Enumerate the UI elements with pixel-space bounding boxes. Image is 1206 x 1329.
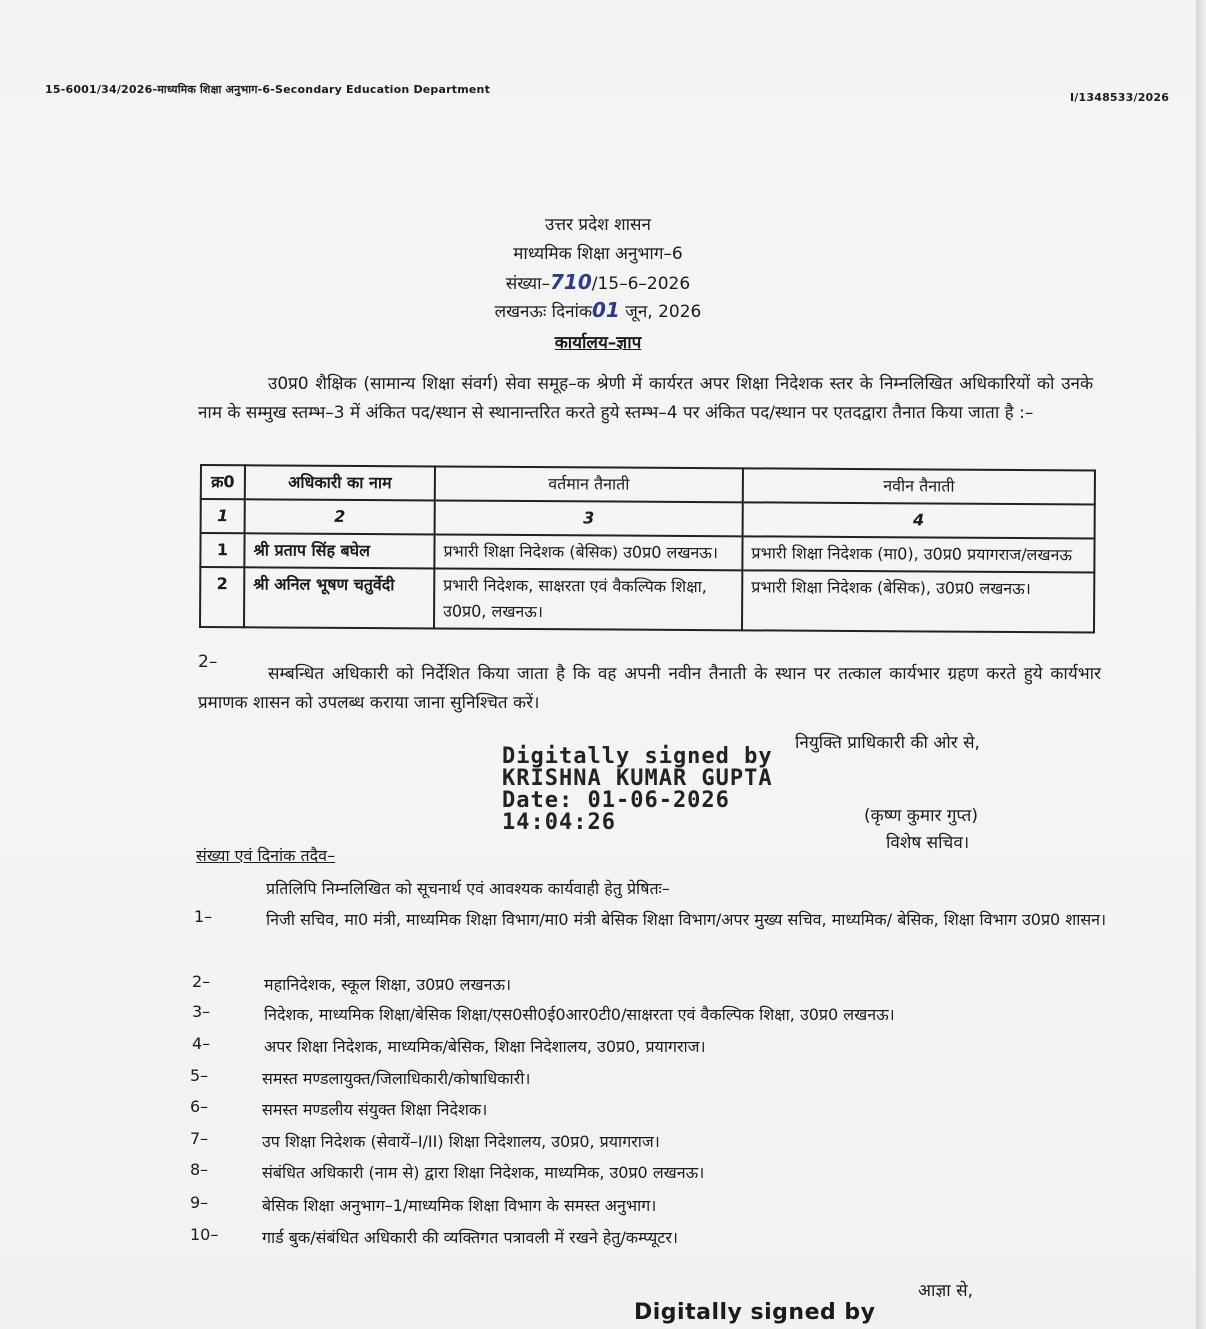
order-date-prefix: लखनऊः दिनांक	[494, 302, 592, 322]
column-number: 2	[245, 499, 435, 534]
item-text: निदेशक, माध्यमिक शिक्षा/बेसिक शिक्षा/एस0सी0ई0आर0टी0/साक्षरता एवं वैकल्पिक शिक्षा, उ0प्र0 लखनऊ।	[264, 1005, 895, 1024]
header-new-posting: नवीन तैनाती	[743, 468, 1095, 504]
order-date	[0, 298, 1196, 322]
column-number: 3	[435, 500, 743, 536]
column-number: 1	[201, 499, 245, 533]
digital-signature-stamp	[502, 746, 773, 834]
item-number: 6–	[190, 1097, 209, 1116]
item-text: महानिदेशक, स्कूल शिक्षा, उ0प्र0 लखनऊ।	[264, 975, 512, 994]
table-row	[200, 533, 1094, 572]
item-number: 2–	[192, 972, 211, 991]
item-text: निजी सचिव, मा0 मंत्री, माध्यमिक शिक्षा विभाग/मा0 मंत्री बेसिक शिक्षा विभाग/अपर मुख्य सचिव, माध्यमिक/ बेसिक, शिक्षा विभाग उ0प्र0 शासन।	[266, 910, 1107, 929]
closing-order-text: आज्ञा से,	[918, 1281, 973, 1301]
list-item	[194, 907, 1114, 959]
para2-text: सम्बन्धित अधिकारी को निर्देशित किया जाता है कि वह अपनी नवीन तैनाती के स्थान पर तत्काल कार्यभार ग्रहण करते हुये कार्यभार प्रमाणक शासन को उपलब्ध कराया जाना सुनिश्चित करें।	[198, 664, 1101, 713]
item-text: उप शिक्षा निदेशक (सेवायें–I/II) शिक्षा निदेशालय, उ0प्र0, प्रयागराज।	[262, 1132, 660, 1151]
receipt-number: I/1348533/2026	[1070, 91, 1170, 104]
row-serial: 1	[200, 533, 244, 567]
item-text: समस्त मण्डलायुक्त/जिलाधिकारी/कोषाधिकारी।	[262, 1069, 531, 1088]
transfer-table	[199, 464, 1096, 633]
order-number	[0, 270, 1196, 294]
signatory-designation: विशेष सचिव।	[886, 833, 970, 853]
signatory-name: (कृष्ण कुमार गुप्त)	[864, 806, 978, 826]
copy-intro: प्रतिलिपि निम्नलिखित को सूचनार्थ एवं आवश्यक कार्यवाही हेतु प्रेषितः–	[266, 879, 670, 898]
item-text: गार्ड बुक/संबंधित अधिकारी की व्यक्तिगत पत्रावली में रखने हेतु/कम्प्यूटर।	[262, 1228, 678, 1247]
item-number: 9–	[190, 1193, 209, 1212]
table-header-row	[201, 465, 1095, 504]
header-officer-name: अधिकारी का नाम	[245, 465, 435, 500]
item-number: 8–	[190, 1160, 209, 1179]
handwritten-order-number: 710	[550, 270, 592, 294]
para2-number: 2–	[198, 652, 218, 672]
row-new-posting: प्रभारी शिक्षा निदेशक (मा0), उ0प्र0 प्रयागराज/लखनऊ	[742, 536, 1094, 572]
page-edge	[1196, 0, 1206, 1329]
row-current-posting: प्रभारी शिक्षा निदेशक (बेसिक) उ0प्र0 लखनऊ।	[434, 534, 742, 570]
item-number: 10–	[190, 1225, 219, 1244]
handwritten-date: 01	[592, 298, 620, 322]
signature-date: Date: 01-06-2026	[502, 788, 730, 813]
item-number: 5–	[190, 1066, 209, 1085]
government-title: उत्तर प्रदेश शासन	[545, 215, 651, 235]
column-number: 4	[743, 502, 1095, 538]
table-column-number-row	[201, 499, 1095, 538]
row-officer-name: श्री अनिल भूषण चतुर्वेदी	[244, 567, 434, 628]
copy-reference: संख्या एवं दिनांक तदैव–	[196, 846, 336, 865]
item-number: 7–	[190, 1129, 209, 1148]
row-new-posting: प्रभारी शिक्षा निदेशक (बेसिक), उ0प्र0 लखनऊ।	[742, 570, 1094, 632]
signature-line: Digitally signed by	[502, 744, 773, 769]
item-number: 1–	[194, 907, 213, 926]
memo-title: कार्यालय–ज्ञाप	[554, 333, 642, 353]
order-number-suffix: /15–6–2026	[591, 274, 691, 294]
row-officer-name: श्री प्रताप सिंह बघेल	[244, 533, 434, 568]
footer-digital-signature: Digitally signed by	[634, 1300, 876, 1325]
row-serial: 2	[200, 567, 244, 627]
file-reference: 15-6001/34/2026-माध्यमिक शिक्षा अनुभाग-6-Secondary Education Department	[45, 83, 491, 96]
order-number-prefix: संख्या–	[505, 274, 550, 294]
section-title: माध्यमिक शिक्षा अनुभाग–6	[513, 244, 683, 264]
item-number: 3–	[192, 1002, 211, 1021]
item-text: संबंधित अधिकारी (नाम से) द्वारा शिक्षा निदेशक, माध्यमिक, उ0प्र0 लखनऊ।	[262, 1163, 705, 1182]
header-current-posting: वर्तमान तैनाती	[435, 466, 743, 502]
item-number: 4–	[192, 1034, 211, 1053]
item-text: अपर शिक्षा निदेशक, माध्यमिक/बेसिक, शिक्षा निदेशालय, उ0प्र0, प्रयागराज।	[264, 1037, 706, 1056]
header-serial: क्र0	[201, 465, 245, 499]
order-date-suffix: जून, 2026	[625, 302, 702, 322]
intro-paragraph: उ0प्र0 शैक्षिक (सामान्य शिक्षा संवर्ग) सेवा समूह–क श्रेणी में कार्यरत अपर शिक्षा निदेशक स्तर के निम्नलिखित अधिकारियों को उनके नाम के सम्मुख स्तम्भ–3 में अंकित पद/स्थान से स्थानान्तरित करते हुये स्तम्भ–4 पर अंकित पद/स्थान पर एतदद्वारा तैनात किया जाता है :–	[198, 374, 1093, 423]
on-behalf-text: नियुक्ति प्राधिकारी की ओर से,	[795, 733, 980, 753]
row-current-posting: प्रभारी निदेशक, साक्षरता एवं वैकल्पिक शिक्षा, उ0प्र0, लखनऊ।	[434, 568, 742, 630]
table-row	[200, 567, 1094, 632]
item-text: समस्त मण्डलीय संयुक्त शिक्षा निदेशक।	[262, 1100, 488, 1119]
signature-time: 14:04:26	[502, 810, 616, 835]
item-text: बेसिक शिक्षा अनुभाग–1/माध्यमिक शिक्षा विभाग के समस्त अनुभाग।	[262, 1196, 657, 1215]
signer-name: KRISHNA KUMAR GUPTA	[502, 766, 773, 791]
